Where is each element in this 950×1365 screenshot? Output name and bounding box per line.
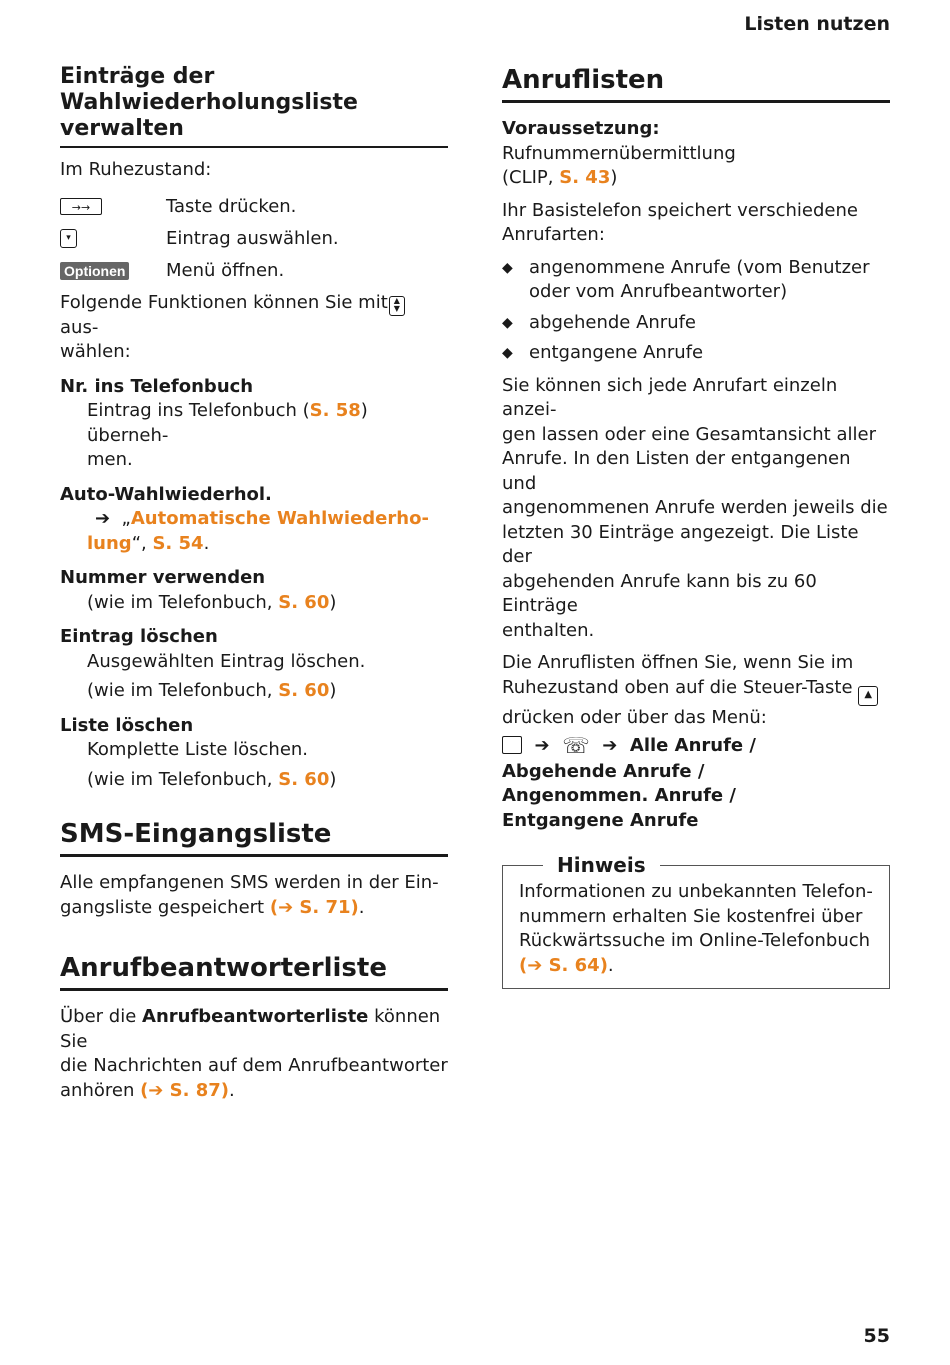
function-text: (wie im Telefonbuch, S. 60) bbox=[87, 768, 337, 790]
feature-link[interactable]: Automatische Wahlwiederho- bbox=[130, 508, 429, 529]
redial-key-icon: →→ bbox=[60, 198, 102, 215]
page-ref-link[interactable]: (➔ S. 87) bbox=[140, 1079, 229, 1101]
function-text: Komplette Liste löschen. bbox=[87, 739, 309, 760]
list-item: ◆ entgangene Anrufe bbox=[502, 341, 890, 366]
options-softkey: Optionen bbox=[60, 262, 129, 280]
control-key-up-icon: ▲ bbox=[858, 686, 878, 706]
page-ref-link[interactable]: (➔ S. 64) bbox=[519, 954, 608, 976]
call-types-intro: Ihr Basistelefon speichert verschiedene Anrufarten: bbox=[502, 199, 858, 245]
page-ref-link[interactable]: S. 43 bbox=[559, 167, 611, 188]
call-lists-description: Sie können sich jede Anrufart einzeln anzei- gen lassen oder eine Gesamtansicht aller Anrufe. In den Listen der entgangenen und angenommenen Anrufe werden jeweils die letzten 30 Einträge angezeigt. Die Liste der abgehenden Anrufe kann bis zu 60 Einträge enthalten. bbox=[502, 374, 888, 641]
functions-intro: Folgende Funktionen können Sie mit ▲ ▼ aus- wählen: bbox=[60, 291, 448, 365]
section-title-call-lists: Anruflisten bbox=[502, 64, 890, 103]
note-text: Informationen zu unbekannten Telefon- nummern erhalten Sie kostenfrei über Rückwärtssuche im Online-Telefonbuch (➔ S. 64). bbox=[519, 881, 873, 976]
note-title: Hinweis bbox=[543, 853, 660, 877]
open-lists-text: Die Anruflisten öffnen Sie, wenn Sie im Ruhezustand oben auf die Steuer-Taste ▲ drücken oder über das Menü: bbox=[502, 651, 890, 730]
arrow-icon: ➔ bbox=[95, 508, 111, 529]
menu-key-icon bbox=[502, 736, 522, 754]
function-text: Ausgewählten Eintrag löschen. bbox=[87, 650, 366, 672]
page-ref-link[interactable]: S. 60 bbox=[278, 680, 330, 701]
list-item: ◆ abgehende Anrufe bbox=[502, 311, 890, 336]
feature-link[interactable]: lung bbox=[87, 532, 132, 554]
function-text: (wie im Telefonbuch, S. 60) bbox=[87, 680, 337, 701]
section-title-redial: Einträge der Wahlwiederholungsliste verwalten bbox=[60, 64, 448, 148]
section-title-answering-machine: Anrufbeantworterliste bbox=[60, 952, 448, 991]
page-ref-link[interactable]: S. 60 bbox=[278, 768, 330, 790]
menu-item-all-calls[interactable]: Alle Anrufe / bbox=[629, 735, 756, 756]
requirement-text: Voraussetzung: Rufnummernübermittlung (CLIP, S. 43) bbox=[502, 118, 736, 188]
function-title: Nummer verwenden bbox=[60, 567, 266, 588]
function-text: Eintrag ins Telefonbuch (S. 58) überneh- men. bbox=[87, 400, 368, 470]
arrow-icon: ➔ bbox=[534, 735, 550, 756]
menu-path bbox=[502, 734, 890, 833]
right-column bbox=[502, 64, 890, 989]
step-row: ▾ Eintrag auswählen. bbox=[60, 223, 448, 255]
function-title: Nr. ins Telefonbuch bbox=[60, 375, 254, 397]
list-item: ◆ angenommene Anrufe (vom Benutzer oder vom Anrufbeantworter) bbox=[502, 256, 890, 305]
intro-text: Im Ruhezustand: bbox=[60, 159, 212, 180]
function-text: ➔ „Automatische Wahlwiederho- lung“, S. 54. bbox=[87, 508, 429, 554]
step-row: Optionen Menü öffnen. bbox=[60, 255, 448, 287]
left-column bbox=[60, 64, 448, 1111]
function-title: Auto-Wahlwiederhol. bbox=[60, 483, 272, 505]
function-title: Eintrag löschen bbox=[60, 626, 218, 647]
section-title-sms: SMS-Eingangsliste bbox=[60, 818, 448, 857]
function-title: Liste löschen bbox=[60, 714, 194, 736]
arrow-icon: ➔ bbox=[602, 735, 618, 756]
page-number: 55 bbox=[863, 1325, 890, 1347]
page-ref-link[interactable]: S. 58 bbox=[309, 400, 361, 421]
nav-up-down-key-icon: ▲ ▼ bbox=[389, 296, 405, 316]
menu-item-accepted-calls[interactable]: Angenommen. Anrufe / bbox=[502, 785, 736, 806]
page-ref-link[interactable]: (➔ S. 71) bbox=[269, 896, 359, 918]
menu-item-missed-calls[interactable]: Entgangene Anrufe bbox=[502, 809, 699, 831]
function-text: (wie im Telefonbuch, S. 60) bbox=[87, 591, 337, 613]
menu-item-outgoing-calls[interactable]: Abgehende Anrufe / bbox=[502, 760, 705, 782]
note-box bbox=[502, 853, 890, 989]
call-list-phone-icon: ☏ bbox=[562, 734, 590, 759]
sms-text: Alle empfangenen SMS werden in der Ein- gangsliste gespeichert (➔ S. 71). bbox=[60, 872, 439, 918]
page-ref-link[interactable]: S. 60 bbox=[278, 591, 330, 613]
step-row: →→ Taste drücken. bbox=[60, 191, 448, 223]
page-header: Listen nutzen bbox=[744, 13, 890, 35]
call-types-list bbox=[502, 256, 890, 366]
answering-machine-text: Über die Anrufbeantworterliste können Sie die Nachrichten auf dem Anrufbeantworter anhören (➔ S. 87). bbox=[60, 1006, 448, 1101]
nav-down-key-icon: ▾ bbox=[60, 229, 77, 248]
page-ref-link[interactable]: S. 54 bbox=[152, 532, 204, 554]
